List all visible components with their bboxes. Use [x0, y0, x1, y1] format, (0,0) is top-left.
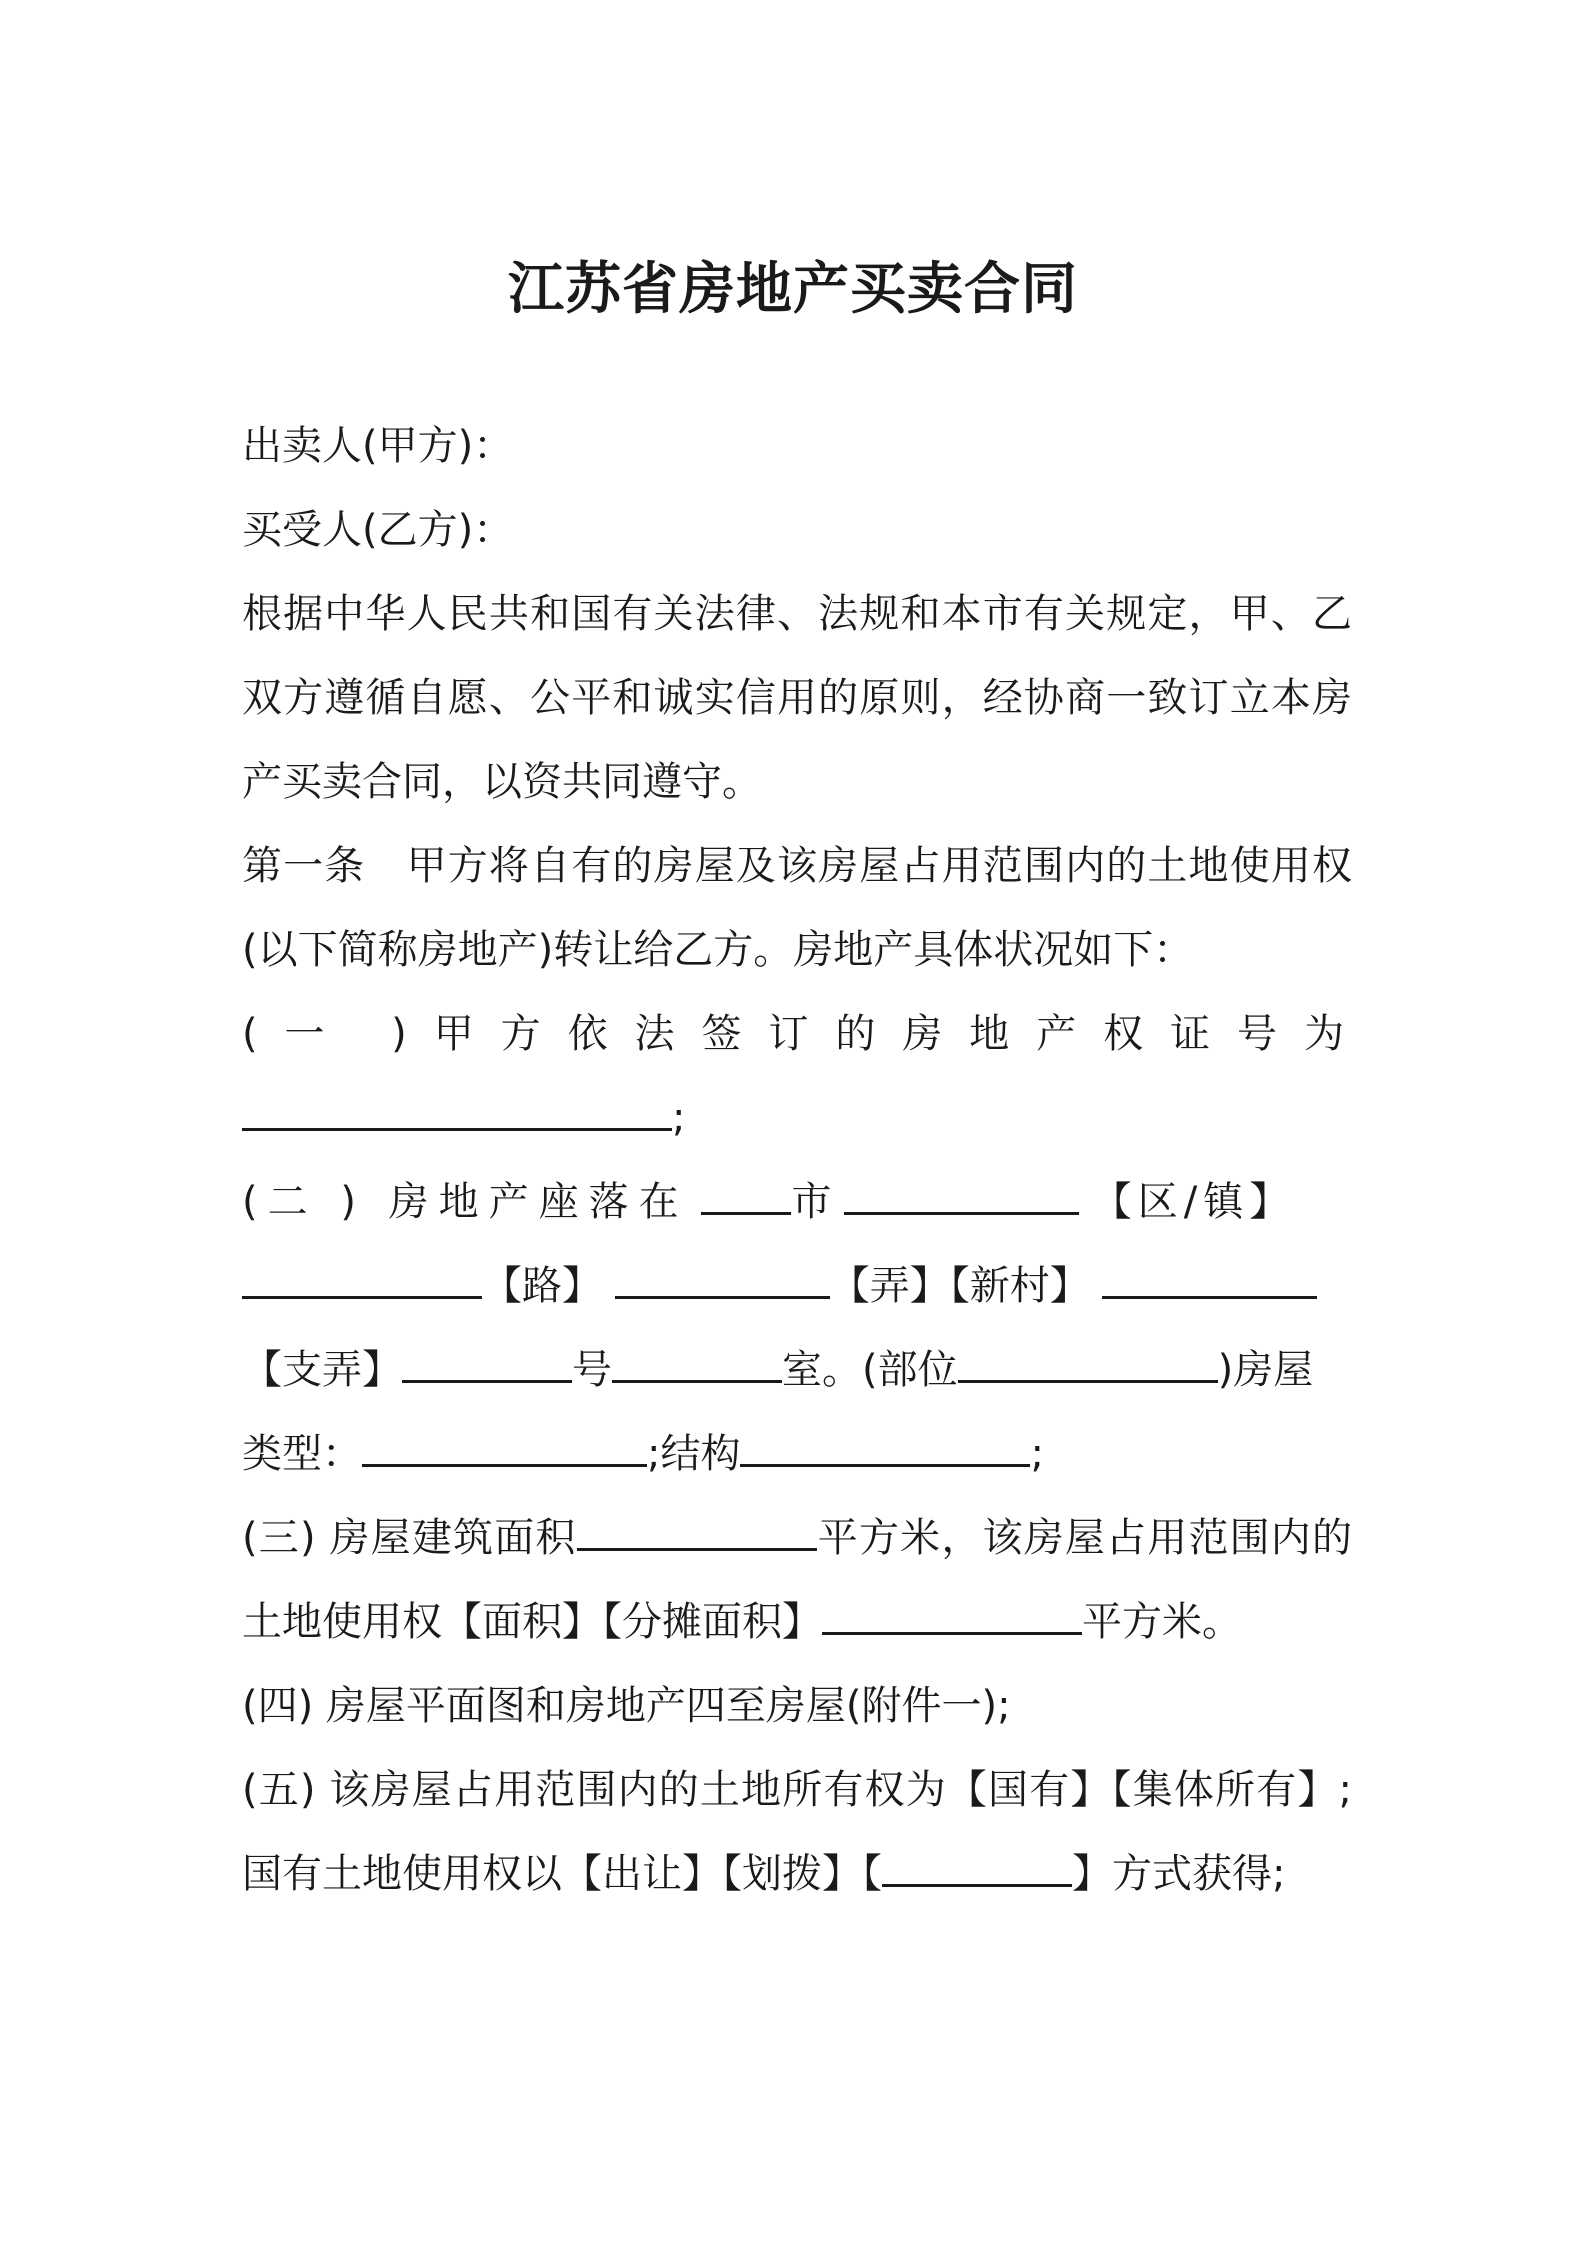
- district-blank: [844, 1168, 1079, 1215]
- article-1-intro: 第一条 甲方将自有的房屋及该房屋占用范围内的土地使用权(以下简称房地产)转让给乙方。房地产具体状况如下：: [242, 843, 1352, 973]
- seller-label: 出卖人(甲方)：: [242, 423, 514, 469]
- position-blank: [958, 1336, 1218, 1383]
- item-2-line-4: 类型： ;结构 ;: [242, 1412, 1352, 1496]
- building-area-blank: [577, 1504, 817, 1551]
- city-blank: [701, 1168, 791, 1215]
- item-3-paragraph: (三) 房屋建筑面积 平方米，该房屋占用范围内的土地使用权【面积】【分摊面积】 平方米。: [242, 1496, 1352, 1664]
- road-blank: [242, 1252, 482, 1299]
- item-1-end: ;: [672, 1095, 686, 1141]
- number-blank: [612, 1336, 782, 1383]
- item-5-paragraph: (五) 该房屋占用范围内的土地所有权为【国有】【集体所有】;国有土地使用权以【出让】【划拨】【 】方式获得;: [242, 1767, 1352, 1897]
- item-1-text: (一 )甲方依法签订的房地产权证号为: [242, 1011, 1352, 1057]
- certificate-number-blank: [242, 1084, 672, 1131]
- item-2-line-2: 【路】 【弄】【新村】: [242, 1244, 1352, 1328]
- house-type-blank: [362, 1420, 647, 1467]
- item-2-line-1: (二 ) 房地产座落在 市 【区/镇】: [242, 1160, 1352, 1244]
- lane-blank: [615, 1252, 830, 1299]
- structure-blank: [740, 1420, 1030, 1467]
- document-title: 江苏省房地产买卖合同: [508, 257, 1078, 322]
- sub-lane-blank: [402, 1336, 572, 1383]
- document-body: [242, 404, 1352, 1916]
- land-area-blank: [822, 1588, 1082, 1635]
- village-blank: [1102, 1252, 1317, 1299]
- land-acquisition-blank: [882, 1840, 1072, 1887]
- item-4-text: (四) 房屋平面图和房地产四至房屋(附件一);: [242, 1683, 1011, 1729]
- item-1-blank-line: [242, 1076, 1352, 1160]
- buyer-label: 买受人(乙方)：: [242, 507, 514, 553]
- item-2-line-3: 【支弄】 号 室。(部位 )房屋: [242, 1328, 1352, 1412]
- preamble-paragraph: 根据中华人民共和国有关法律、法规和本市有关规定，甲、乙双方遵循自愿、公平和诚实信用的原则，经协商一致订立本房产买卖合同，以资共同遵守。: [242, 591, 1352, 805]
